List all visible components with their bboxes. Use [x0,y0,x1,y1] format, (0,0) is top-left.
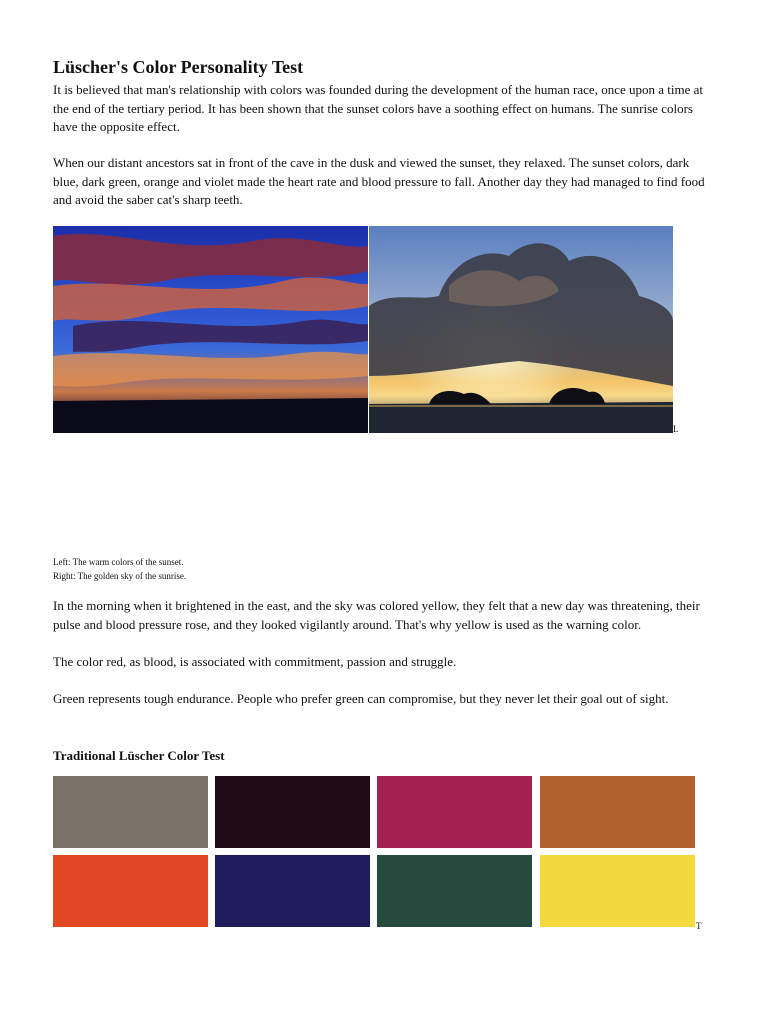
sunset-photo [53,226,368,433]
color-swatch-brown [540,776,695,848]
paragraph-1: It is believed that man's relationship with colors was founded during the development of the human race, once upon a time at the end of the tertiary period. It has been shown that the sunset colors have a soothing effect on humans. The sunrise colors have the opposite effect. [53,82,703,134]
paragraph-4: The color red, as blood, is associated with commitment, passion and struggle. [53,654,457,669]
caption-left: Left: The warm colors of the sunset. [53,557,184,567]
color-swatch-yellow [540,855,695,927]
paragraph-5: Green represents tough endurance. People who prefer green can compromise, but they never let their goal out of sight. [53,691,669,706]
page-title: Lüscher's Color Personality Test [53,57,304,77]
sunrise-photo [369,226,673,433]
paragraph-3: In the morning when it brightened in the east, and the sky was colored yellow, they felt that a new day was threatening, their pulse and blood pressure rose, and they looked vigilantly around. That's why yellow is used as the warning color. [53,598,700,632]
color-test-marker: T [696,921,702,931]
color-swatch-gray [53,776,208,848]
color-swatch-blue [215,855,370,927]
color-swatch-violet [377,776,532,848]
color-swatch-black [215,776,370,848]
caption-right: Right: The golden sky of the sunrise. [53,571,187,581]
color-test-heading: Traditional Lüscher Color Test [53,748,225,763]
paragraph-2: When our distant ancestors sat in front of the cave in the dusk and viewed the sunset, they relaxed. The sunset colors, dark blue, dark green, orange and violet made the heart rate and blood pressure to fall. Another day they had managed to find food and avoid the saber cat's sharp teeth. [53,155,705,207]
color-swatch-red [53,855,208,927]
image-marker: L [673,424,679,434]
color-swatch-green [377,855,532,927]
